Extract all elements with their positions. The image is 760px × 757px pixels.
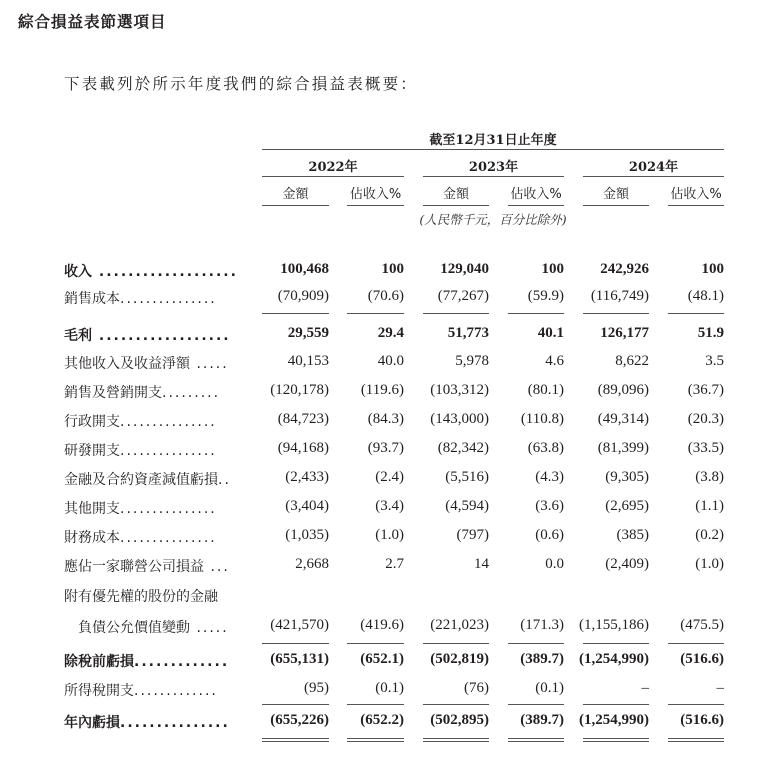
amount-cell: (1,254,990) [579,712,649,728]
pct-revenue-cell: (119.6) [360,382,404,398]
amount-cell: 51,773 [447,325,489,341]
amount-cell: (502,819) [430,651,489,667]
pct-revenue-cell: 100 [381,261,404,277]
amount-cell: (4,594) [445,498,489,514]
amount-cell: (77,267) [437,288,489,304]
amount-cell: (655,131) [270,651,329,667]
pct-revenue-cell: (36.7) [687,382,724,398]
row-label [64,469,244,489]
unit-note: (人民幣千元，百分比除外) [419,212,567,227]
pct-revenue-cell: 0.0 [545,556,564,572]
amount-cell: 242,926 [600,261,649,277]
pct-revenue-cell: – [716,680,724,696]
pct-revenue-cell: (516.6) [680,712,724,728]
pct-revenue-cell: 3.5 [705,353,724,369]
leader-dots: ... [204,559,230,575]
row-label [64,617,244,637]
row-label [64,382,244,402]
pct-revenue-cell: (0.6) [535,527,564,543]
pct-revenue-cell: (0.2) [695,527,724,543]
subtotal-underline [423,313,489,314]
year-rule-2023 [423,176,564,177]
amount-cell: (81,399) [597,440,649,456]
table-row [0,261,760,283]
double-underline [508,738,564,742]
amount-cell: (1,035) [285,527,329,543]
leader-dots: ............... [120,530,217,546]
row-label [64,680,244,700]
leader-dots: ............. [134,683,218,699]
pct-revenue-cell: (3.6) [535,498,564,514]
subtotal-underline [423,704,489,705]
row-label-text: 負債公允價值變動 [64,620,190,636]
table-row [0,680,760,702]
subtotal-underline [347,643,404,644]
amount-cell: (655,226) [270,712,329,728]
amount-cell: (385) [616,527,649,543]
section-title: 綜合損益表節選項目 [18,13,167,31]
pct-revenue-cell: (48.1) [687,288,724,304]
column-header-rule [262,205,329,206]
row-label [64,261,244,281]
row-label-text: 其他開支 [64,501,120,517]
pct-revenue-cell: (3.4) [375,498,404,514]
pct-revenue-cell: 100 [541,261,564,277]
pct-revenue-cell: (59.9) [527,288,564,304]
pct-revenue-cell: (2.4) [375,469,404,485]
subtotal-underline [668,704,724,705]
subtotal-underline [423,643,489,644]
leader-dots: ............... [120,443,217,459]
amount-column-header: 金額 [602,187,629,202]
row-label-text: 應佔一家聯營公司損益 [64,559,204,575]
amount-cell: (2,409) [605,556,649,572]
row-label [64,353,244,373]
amount-cell: 100,468 [280,261,329,277]
subtotal-underline [668,313,724,314]
subtotal-underline [262,313,329,314]
double-underline [262,738,329,742]
amount-cell: (120,178) [270,382,329,398]
row-label-text: 銷售成本 [64,291,120,307]
amount-cell: 129,040 [440,261,489,277]
pct-revenue-cell: (652.1) [360,651,404,667]
row-label-text: 行政開支 [64,414,120,430]
pct-revenue-cell: (93.7) [367,440,404,456]
amount-cell: (84,723) [277,411,329,427]
leader-dots: ......... [162,385,221,401]
amount-cell: 2,668 [295,556,329,572]
table-row [0,498,760,520]
amount-cell: (70,909) [277,288,329,304]
year-header-2024: 2024年 [628,160,679,175]
year-header-2023: 2023年 [468,160,519,175]
amount-cell: 8,622 [615,353,649,369]
column-header-rule [508,205,564,206]
row-label-text: 毛利 [64,328,92,344]
subtotal-underline [262,704,329,705]
pct-revenue-cell: 51.9 [697,325,724,341]
pct-revenue-cell: (0.1) [375,680,404,696]
row-label-text: 除稅前虧損 [64,654,134,670]
amount-cell: – [641,680,649,696]
subtotal-underline [668,643,724,644]
pct-revenue-cell: 4.6 [545,353,564,369]
pct-revenue-cell: (33.5) [687,440,724,456]
row-label-text: 研發開支 [64,443,120,459]
intro-text: 下表載列於所示年度我們的綜合損益表概要： [64,75,419,93]
pct-revenue-cell: (80.1) [527,382,564,398]
amount-cell: 5,978 [455,353,489,369]
year-rule-2024 [583,176,724,177]
pct-revenue-cell: (4.3) [535,469,564,485]
amount-cell: (9,305) [605,469,649,485]
column-header-rule [347,205,404,206]
table-row [0,617,760,639]
row-label [64,288,244,308]
pct-revenue-cell: 40.0 [377,353,404,369]
double-underline [668,738,724,742]
pct-revenue-cell: (419.6) [360,617,404,633]
leader-dots: ............... [120,501,217,517]
year-header-2022: 2022年 [308,160,358,175]
table-row [0,586,760,608]
table-row [0,651,760,673]
year-rule-2022 [262,176,404,177]
amount-cell: (82,342) [437,440,489,456]
row-label-text: 年內虧損 [64,715,120,731]
row-label-text: 附有優先權的股份的金融 [64,589,218,605]
table-row [0,288,760,310]
pct-revenue-cell: (652.2) [360,712,404,728]
subtotal-underline [347,704,404,705]
amount-cell: (116,749) [590,288,649,304]
amount-cell: (1,254,990) [579,651,649,667]
pct-revenue-cell: 29.4 [377,325,404,341]
pct-revenue-cell: (516.6) [680,651,724,667]
row-label [64,498,244,518]
row-label [64,325,244,345]
period-rule [262,149,724,150]
leader-dots: .................. [92,328,231,344]
leader-dots: ................... [92,264,238,280]
subtotal-underline [508,643,564,644]
leader-dots: .. [218,472,231,488]
subtotal-underline [347,313,404,314]
amount-cell: (89,096) [597,382,649,398]
subtotal-underline [262,643,329,644]
leader-dots: ..... [190,620,229,636]
table-row [0,469,760,491]
period-header: 截至12月31日止年度 [429,133,557,148]
pct-revenue-cell: 100 [701,261,724,277]
amount-column-header: 金額 [442,187,469,202]
amount-cell: (421,570) [270,617,329,633]
row-label-text: 所得稅開支 [64,683,134,699]
leader-dots: ..... [190,356,229,372]
row-label [64,651,244,671]
pct-revenue-cell: 2.7 [385,556,404,572]
row-label [64,556,244,576]
table-row [0,440,760,462]
amount-cell: 40,153 [287,353,329,369]
row-label [64,411,244,431]
amount-cell: (3,404) [285,498,329,514]
pct-revenue-column-header: 佔收入% [510,187,562,202]
row-label [64,527,244,547]
pct-revenue-cell: (389.7) [520,712,564,728]
amount-cell: (143,000) [430,411,489,427]
column-header-rule [583,205,649,206]
amount-cell: (502,895) [430,712,489,728]
pct-revenue-cell: (1.0) [695,556,724,572]
pct-revenue-cell: (1.1) [695,498,724,514]
table-row [0,712,760,734]
subtotal-underline [583,313,649,314]
subtotal-underline [583,704,649,705]
pct-revenue-cell: (70.6) [367,288,404,304]
leader-dots: ............... [120,715,230,731]
row-label-text: 收入 [64,264,92,280]
pct-revenue-cell: (84.3) [367,411,404,427]
row-label-text: 金融及合約資產減值虧損 [64,472,218,488]
leader-dots: ............... [120,414,217,430]
subtotal-underline [583,643,649,644]
row-label [64,712,244,732]
pct-revenue-column-header: 佔收入% [349,187,402,202]
amount-cell: (76) [464,680,489,696]
pct-revenue-cell: (389.7) [520,651,564,667]
amount-cell: (797) [456,527,489,543]
amount-cell: 14 [474,556,489,572]
column-header-rule [668,205,724,206]
pct-revenue-column-header: 佔收入% [670,187,722,202]
amount-cell: (94,168) [277,440,329,456]
column-header-rule [423,205,489,206]
pct-revenue-cell: 40.1 [537,325,564,341]
leader-dots: ............. [134,654,230,670]
pct-revenue-cell: (3.8) [695,469,724,485]
row-label-text: 財務成本 [64,530,120,546]
table-row [0,556,760,578]
row-label-text: 其他收入及收益淨額 [64,356,190,372]
amount-cell: (2,695) [605,498,649,514]
table-row [0,527,760,549]
amount-cell: (95) [304,680,329,696]
table-row [0,353,760,375]
leader-dots: ............... [120,291,217,307]
row-label-text: 銷售及營銷開支 [64,385,162,401]
table-row [0,382,760,404]
pct-revenue-cell: (475.5) [680,617,724,633]
table-row [0,325,760,347]
double-underline [583,738,649,742]
subtotal-underline [508,704,564,705]
table-row [0,411,760,433]
double-underline [347,738,404,742]
amount-cell: (103,312) [430,382,489,398]
pct-revenue-cell: (110.8) [520,411,564,427]
double-underline [423,738,489,742]
amount-column-header: 金額 [282,187,309,202]
pct-revenue-cell: (1.0) [375,527,404,543]
subtotal-underline [508,313,564,314]
amount-cell: (2,433) [285,469,329,485]
amount-cell: (5,516) [445,469,489,485]
row-label [64,586,244,606]
amount-cell: 29,559 [287,325,329,341]
row-label [64,440,244,460]
pct-revenue-cell: (0.1) [535,680,564,696]
amount-cell: (1,155,186) [579,617,649,633]
amount-cell: (49,314) [597,411,649,427]
amount-cell: 126,177 [600,325,649,341]
pct-revenue-cell: (171.3) [520,617,564,633]
amount-cell: (221,023) [430,617,489,633]
pct-revenue-cell: (63.8) [527,440,564,456]
pct-revenue-cell: (20.3) [687,411,724,427]
